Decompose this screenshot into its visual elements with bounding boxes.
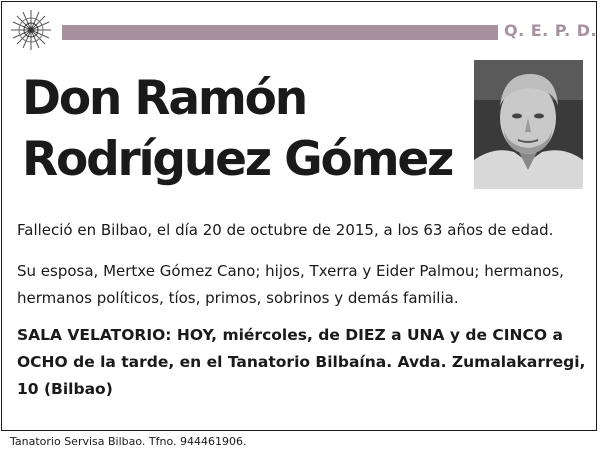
death-announcement: Falleció en Bilbao, el día 20 de octubre de 2015, a los 63 años de edad. (17, 221, 554, 239)
flower-icon (8, 8, 54, 52)
obituary-frame (1, 1, 597, 431)
deceased-name (22, 68, 462, 190)
family-list: Su esposa, Mertxe Gómez Cano; hijos, Txerra y Eider Palmou; hermanos, hermanos políticos, tíos, primos, sobrinos y demás familia. (17, 262, 564, 307)
header-band (62, 25, 498, 40)
portrait-photo (474, 60, 583, 189)
qepd-label: Q. E. P. D. (504, 21, 598, 40)
funeral-home-info: Tanatorio Servisa Bilbao. Tfno. 944461906. (10, 435, 247, 448)
name-line-1: Don Ramón (22, 71, 306, 126)
name-line-2: Rodríguez Gómez (22, 132, 453, 187)
wake-details: SALA VELATORIO: HOY, miércoles, de DIEZ a UNA y de CINCO a OCHO de la tarde, en el Tanatorio Bilbaína. Avda. Zumalakarregi, 10 (Bilbao) (17, 326, 586, 398)
